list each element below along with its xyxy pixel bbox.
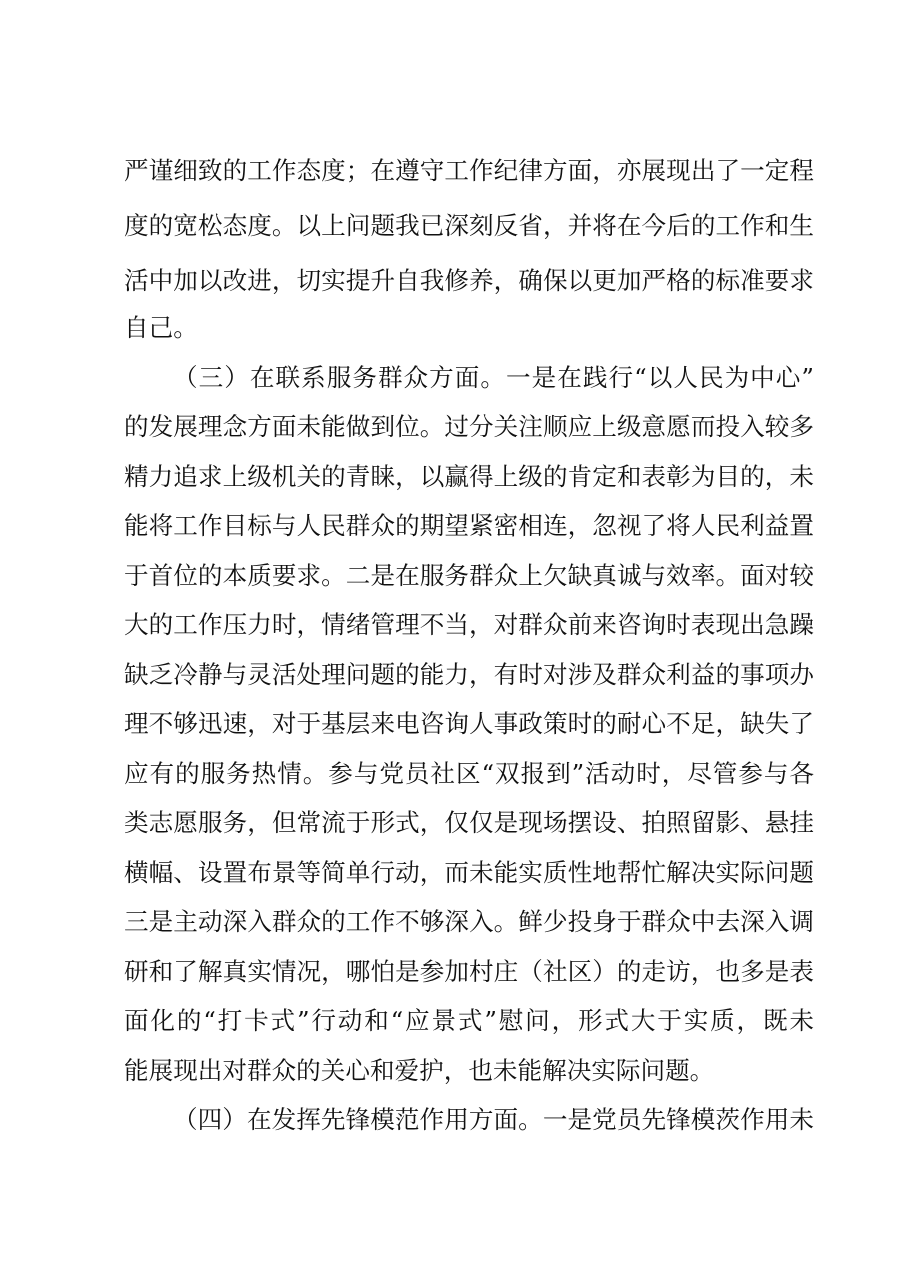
text-line: 自己。 [124,313,198,342]
text-line: 面化的“打卡式”行动和“应景式”慰问，形式大于实质，既未 [124,1006,814,1035]
text-line: 大的工作压力时，情绪管理不当，对群众前来咨询时表现出急躁 [124,610,814,639]
text-line: 横幅、设置布景等简单行动，而未能实质性地帮忙解决实际问题 [124,858,814,887]
section-heading-line: （四）在发挥先锋模范作用方面。一是党员先锋模茨作用未 [173,1105,814,1134]
text-line: 活中加以改进，切实提升自我修养，确保以更加严格的标准要求 [124,266,814,295]
text-line: 能展现出对群众的关心和爱护，也未能解决实际问题。 [124,1056,715,1085]
text-line: 的发展理念方面未能做到位。过分关注顺应上级意愿而投入较多 [124,412,814,441]
text-line: 于首位的本质要求。二是在服务群众上欠缺真诚与效率。面对较 [124,561,814,590]
text-line: 类志愿服务，但常流于形式，仅仅是现场摆设、拍照留影、悬挂 [124,808,814,837]
text-line: 能将工作目标与人民群众的期望紧密相连，忽视了将人民利益置 [124,511,814,540]
text-line: 缺乏冷静与灵活处理问题的能力，有时对涉及群众利益的事项办 [124,660,814,689]
section-heading-line: （三）在联系服务群众方面。一是在践行“以人民为中心” [173,363,814,392]
text-line: 三是主动深入群众的工作不够深入。鲜少投身于群众中去深入调 [124,907,814,936]
text-line: 研和了解真实情况，哪怕是参加村庄（社区）的走访，也多是表 [124,957,814,986]
text-line: 应有的服务热情。参与党员社区“双报到”活动时，尽管参与各 [124,759,814,788]
text-line: 精力追求上级机关的青睐，以赢得上级的肯定和表彰为目的，未 [124,462,814,491]
text-line: 理不够迅速，对于基层来电咨询人事政策时的耐心不足，缺失了 [124,709,814,738]
text-line: 度的宽松态度。以上问题我已深刻反省，并将在今后的工作和生 [124,211,814,240]
text-line: 严谨细致的工作态度；在遵守工作纪律方面，亦展现出了一定程 [124,156,814,185]
